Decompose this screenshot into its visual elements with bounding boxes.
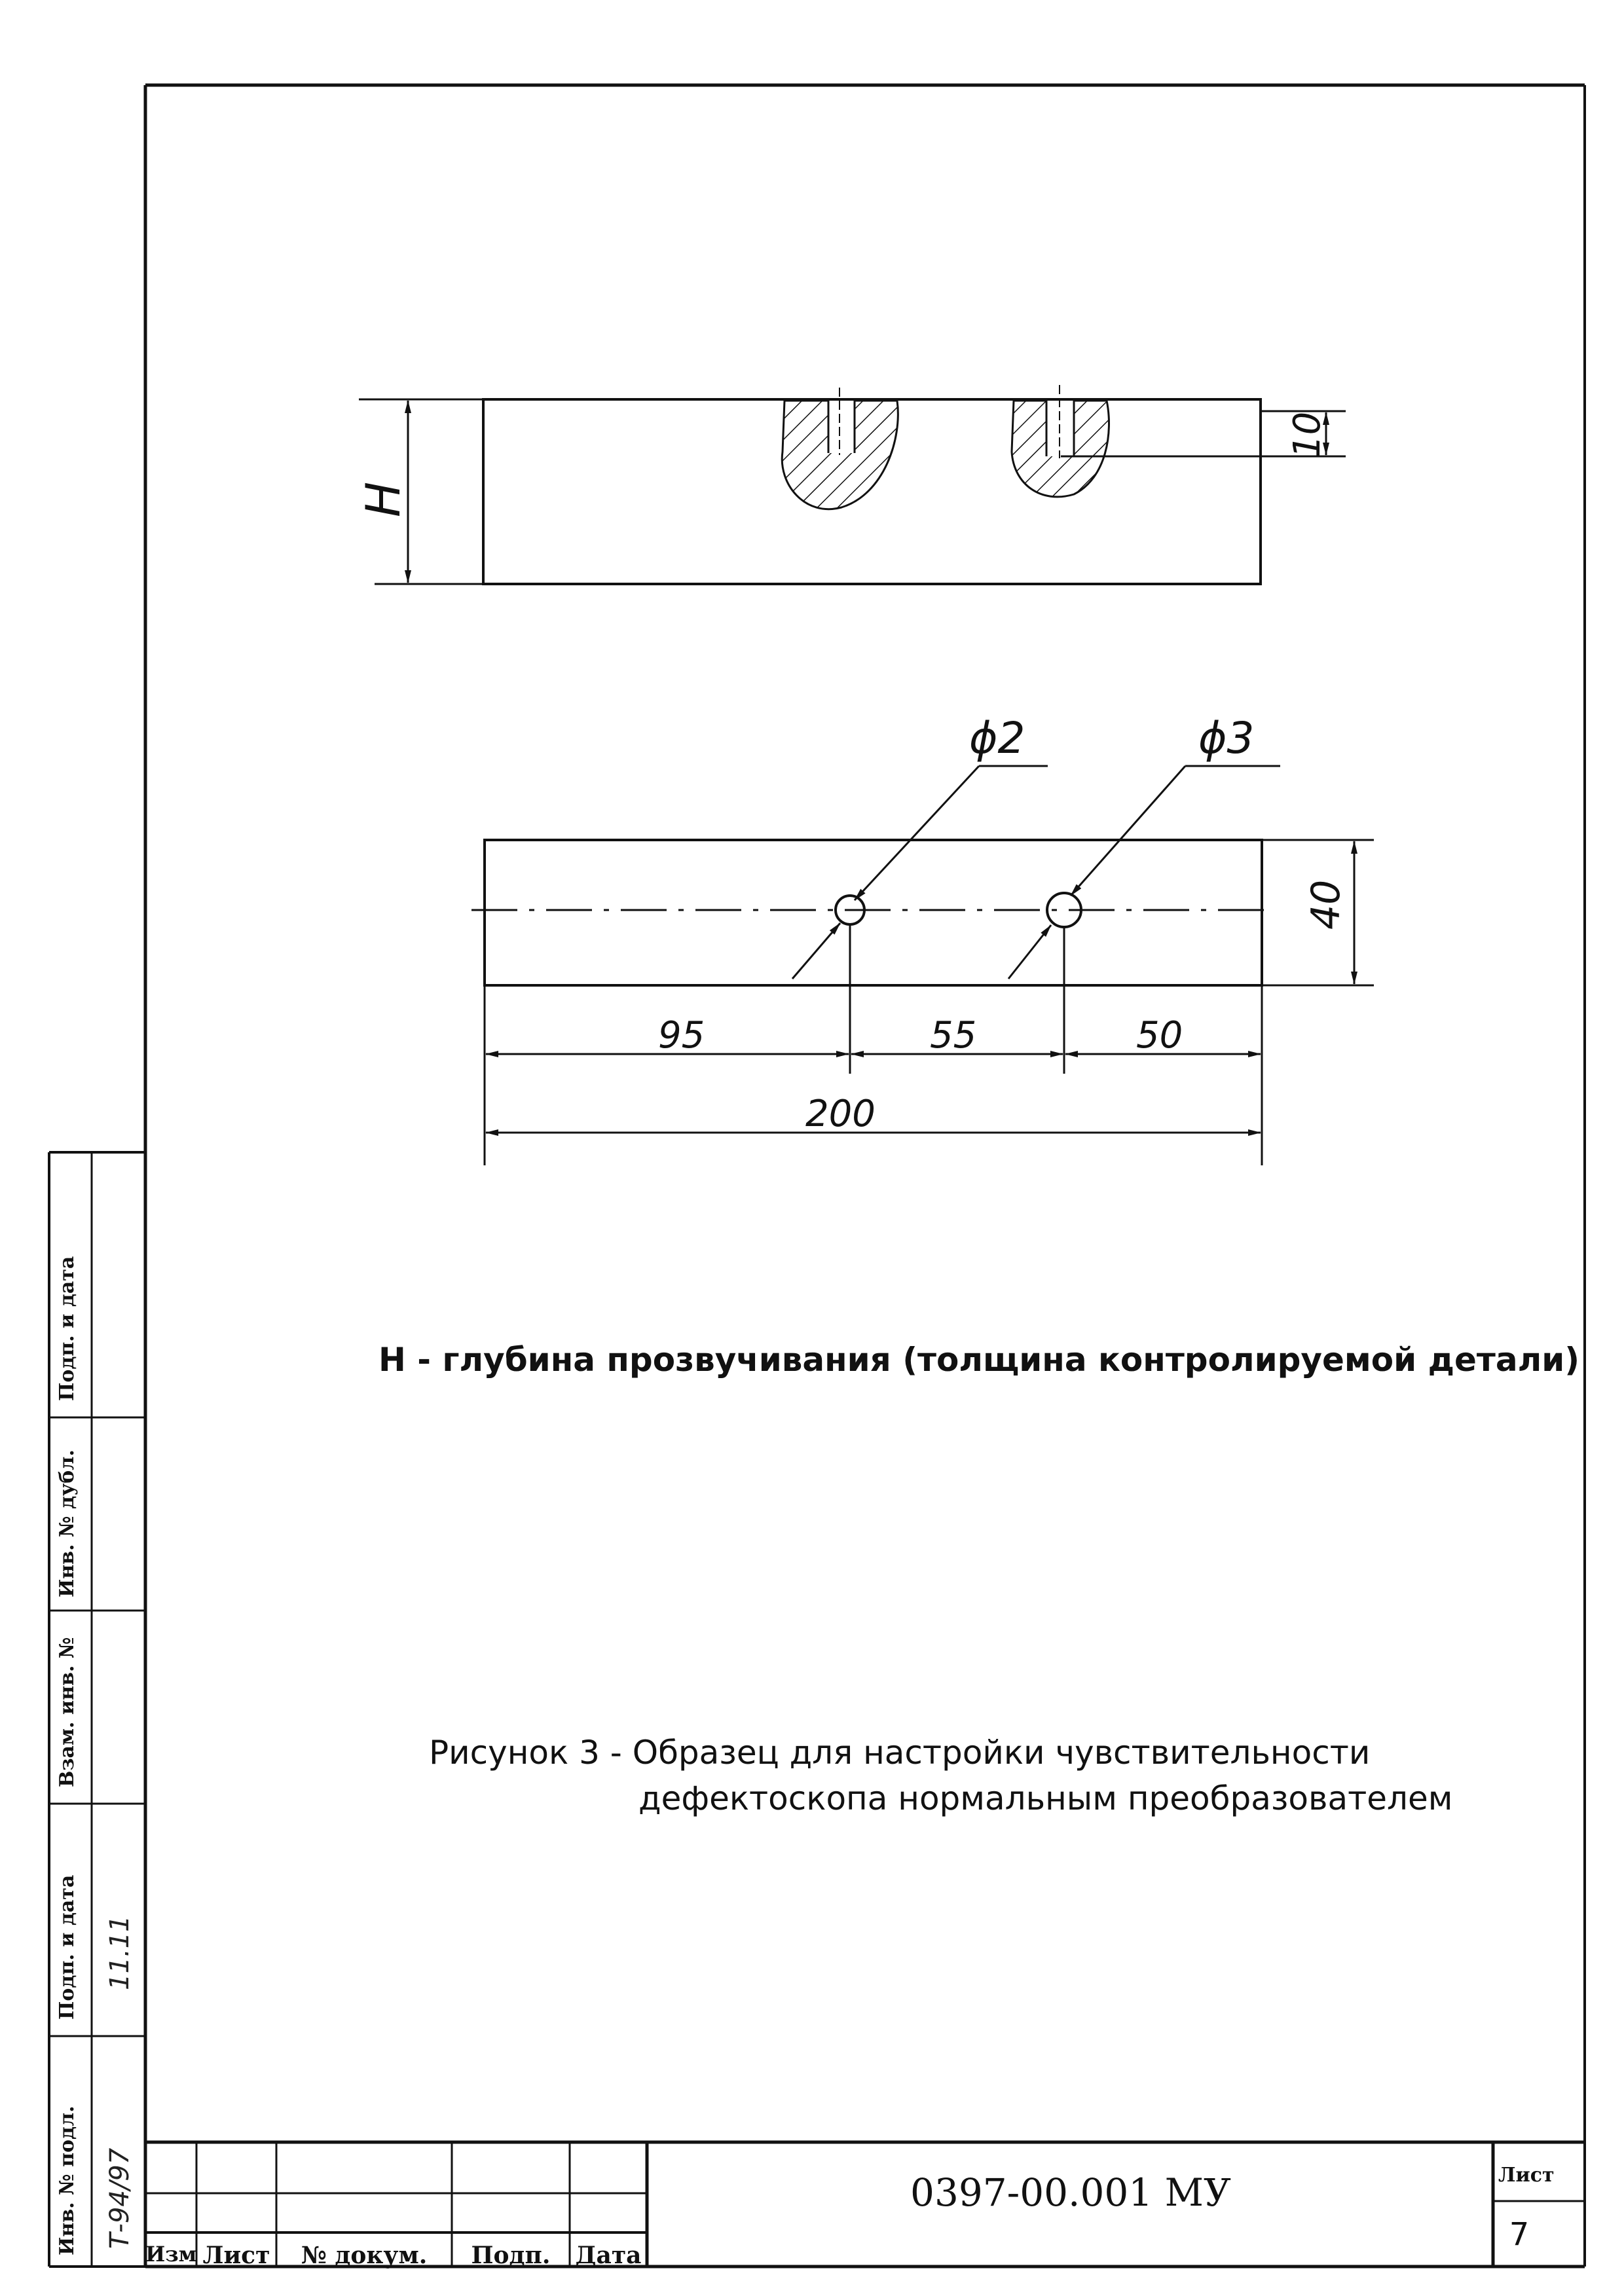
dim-200-label: 200 (805, 1093, 876, 1135)
dim-55-label: 55 (930, 1014, 977, 1057)
legend-text: H - глубина прозвучивания (толщина контролируемой детали) (378, 1341, 1580, 1379)
side-inv-podl: Инв. № подл. (56, 2105, 79, 2255)
side-hand-inv: Т-94/97 (105, 2147, 135, 2249)
figure-caption-line2: дефектоскопа нормальным преобразователем (638, 1779, 1453, 1817)
depth-label-H: H (356, 481, 411, 517)
hole-d3-label: ϕ3 (1198, 713, 1255, 763)
side-podp-data-1: Подп. и дата (56, 1874, 79, 2020)
figure-caption-line1: Рисунок 3 - Образец для настройки чувствительности (429, 1734, 1371, 1772)
col-sign: Подп. (471, 2242, 551, 2269)
col-izm: Изм (145, 2242, 197, 2267)
col-doc: № докум. (301, 2242, 428, 2269)
width-40-label: 40 (1303, 879, 1349, 930)
side-inv-dubl: Инв. № дубл. (56, 1449, 79, 1597)
hole-d2-label: ϕ2 (969, 713, 1025, 763)
side-hand-date: 11.11 (105, 1915, 135, 1990)
col-list: Лист (202, 2242, 270, 2269)
sheet-label: Лист (1498, 2164, 1555, 2187)
side-podp-data-2: Подп. и дата (56, 1256, 79, 1401)
plan-view (471, 766, 1374, 1165)
document-designation: 0397-00.001 МУ (910, 2170, 1231, 2215)
side-vzam-inv: Взам. инв. № (56, 1637, 79, 1787)
hole-depth-label: 10 (1286, 411, 1329, 458)
section-view (359, 385, 1346, 584)
sheet-number: 7 (1509, 2216, 1530, 2253)
col-date: Дата (575, 2242, 642, 2269)
dim-50-label: 50 (1136, 1014, 1183, 1057)
dim-95-label: 95 (658, 1014, 705, 1057)
